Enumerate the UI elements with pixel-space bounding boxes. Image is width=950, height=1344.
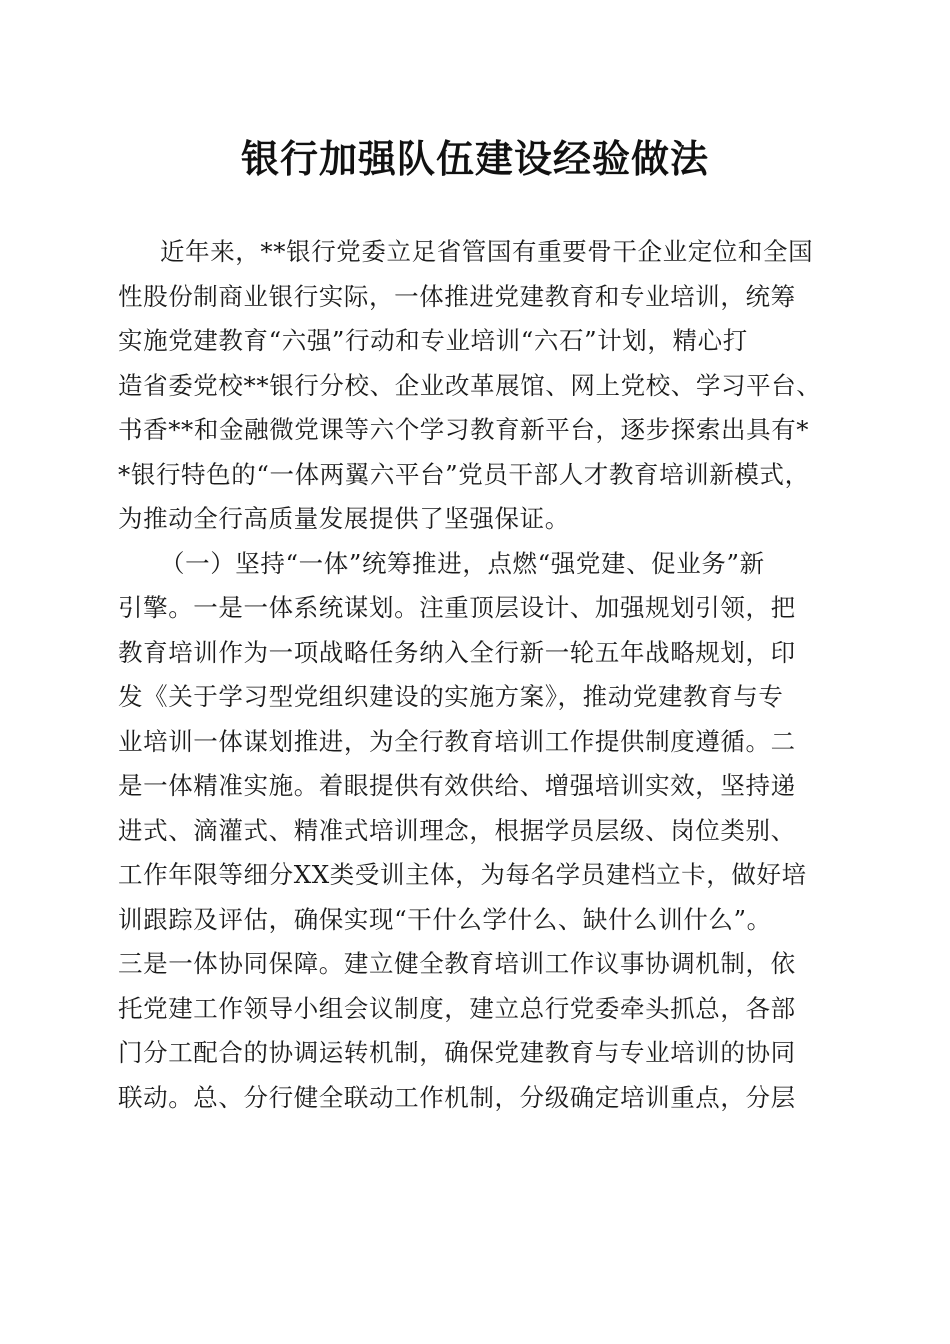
paragraph-line: 进式、滴灌式、精准式培训理念，根据学员层级、岗位类别、 bbox=[118, 815, 796, 845]
paragraph-line: 实施党建教育“六强”行动和专业培训“六石”计划，精心打 bbox=[118, 326, 748, 355]
paragraph-line: 门分工配合的协调运转机制，确保党建教育与专业培训的协同 bbox=[118, 1038, 796, 1067]
paragraph-line: 引擎。一是一体系统谋划。注重顶层设计、加强规划引领，把 bbox=[118, 593, 796, 622]
paragraph-section-one bbox=[118, 542, 830, 1121]
document-title: 银行加强队伍建设经验做法 bbox=[240, 136, 709, 181]
paragraph-line: 性股份制商业银行实际，一体推进党建教育和专业培训，统筹 bbox=[118, 281, 796, 311]
paragraph-line: 托党建工作领导小组会议制度，建立总行党委牵头抓总，各部 bbox=[118, 993, 796, 1023]
document-body bbox=[118, 230, 830, 1120]
paragraph-line: 联动。总、分行健全联动工作机制，分级确定培训重点，分层 bbox=[118, 1082, 796, 1112]
paragraph-line: 训跟踪及评估，确保实现“干什么学什么、缺什么训什么”。 bbox=[118, 904, 772, 934]
paragraph-line: 业培训一体谋划推进，为全行教育培训工作提供制度遵循。二 bbox=[118, 726, 796, 756]
paragraph-line: （一）坚持“一体”统筹推进，点燃“强党建、促业务”新 bbox=[160, 548, 765, 578]
paragraph-line: 三是一体协同保障。建立健全教育培训工作议事协调机制，依 bbox=[118, 949, 796, 978]
paragraph-line: 近年来，**银行党委立足省管国有重要骨干企业定位和全国 bbox=[160, 237, 814, 266]
paragraph-line: 为推动全行高质量发展提供了坚强保证。 bbox=[118, 504, 570, 533]
paragraph-intro bbox=[118, 230, 830, 542]
paragraph-line: 是一体精准实施。着眼提供有效供给、增强培训实效，坚持递 bbox=[118, 771, 796, 800]
paragraph-line: 发《关于学习型党组织建设的实施方案》，推动党建教育与专 bbox=[118, 682, 784, 711]
paragraph-line: 造省委党校**银行分校、企业改革展馆、网上党校、学习平台、 bbox=[118, 370, 822, 400]
paragraph-line: 教育培训作为一项战略任务纳入全行新一轮五年战略规划，印 bbox=[118, 637, 796, 667]
paragraph-line: 工作年限等细分XX类受训主体，为每名学员建档立卡，做好培 bbox=[118, 860, 807, 889]
paragraph-line: 书香**和金融微党课等六个学习教育新平台，逐步探索出具有* bbox=[118, 415, 810, 444]
paragraph-line: *银行特色的“一体两翼六平台”党员干部人才教育培训新模式， bbox=[118, 459, 810, 489]
